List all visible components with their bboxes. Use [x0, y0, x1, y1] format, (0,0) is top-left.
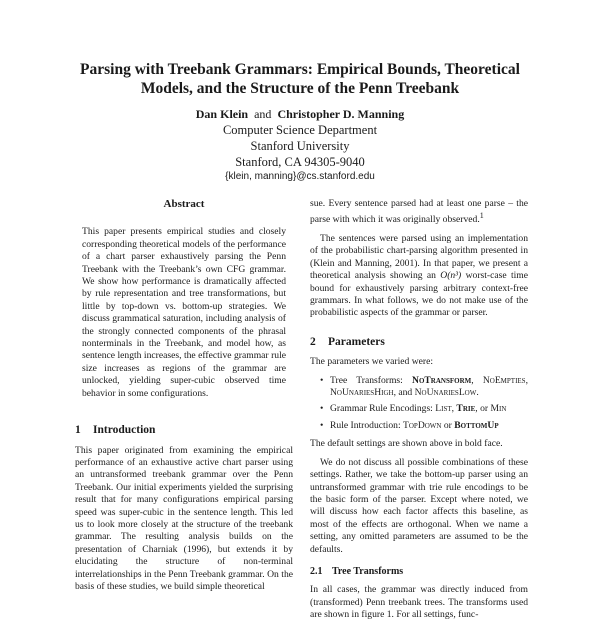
footnote-marker: 1	[479, 211, 484, 221]
author-1: Dan Klein	[195, 107, 249, 121]
param-label: Tree Transforms:	[330, 374, 413, 386]
param-sep: , or	[475, 403, 491, 415]
param-label: Grammar Rule Encodings:	[330, 403, 436, 415]
param-item-rule-introduction	[320, 420, 528, 432]
param-item-tree-transforms	[320, 375, 528, 400]
right-paragraph-2	[310, 233, 528, 320]
abstract-text: This paper presents empirical studies and closely corresponding theoretical models of the performance of a chart parser exhaustively parsing the Penn Treebank with the Treebank’s own CFG grammar. We show how performance is dramatically affected by rule representation and tree transformations, but little by top-down vs. bottom-up strategies. We discuss grammatical saturation, including analysis of the strongly connected components of the phrasal nonterminals in the Treebank, and model how, as sentence length increases, the effective grammar rule size increases as regions of the grammar are unlocked, yielding super-cubic observed time behavior in some configurations.	[82, 226, 286, 399]
params-intro: The parameters we varied were:	[310, 356, 434, 368]
param-option-topdown: TopDown	[403, 419, 442, 431]
param-option-bottomup: BottomUp	[454, 419, 499, 431]
author-names	[100, 106, 500, 122]
default-settings-note: The default settings are shown above in bold face.	[310, 438, 503, 450]
param-sep: or	[441, 419, 455, 431]
left-column	[75, 198, 293, 599]
title-line-1: Parsing with Treebank Grammars: Empirical Bounds, Theoretical	[80, 61, 520, 78]
title-line-2: Models, and the Structure of the Penn Treebank	[140, 80, 460, 97]
paper-title	[60, 60, 540, 98]
param-option-noempties: NoEmpties	[482, 374, 526, 386]
right-paragraph-1	[310, 198, 528, 227]
param-sep: , and	[393, 387, 415, 399]
section-2-number: 2	[310, 335, 316, 348]
param-option-min: Min	[490, 403, 507, 415]
param-option-list: List	[435, 403, 452, 415]
author-email: {klein, manning}@cs.stanford.edu	[225, 171, 375, 182]
author-and: and	[254, 107, 272, 121]
section-1-heading	[75, 424, 293, 436]
affiliation-2: Stanford University	[250, 139, 350, 153]
bullet-icon: •	[320, 374, 324, 386]
right-paragraph-1-text: sue. Every sentence parsed had at least one parse – the parse with which it was originally observed.	[310, 198, 528, 226]
param-sep: ,	[525, 374, 528, 386]
param-option-nounarieshigh: NoUnariesHigh	[330, 387, 394, 399]
right-paragraph-2-b: worst-case time bound for exhaustively parsing arbitrary context-free grammars. In what follows, we do not make use of the probabilistic aspects of the grammar or parser.	[310, 270, 528, 319]
param-item-rule-encodings	[320, 403, 528, 415]
param-sep: ,	[471, 374, 483, 386]
section-1-title: Introduction	[93, 424, 156, 437]
params-list	[310, 375, 528, 433]
complexity-math: O(n³)	[440, 270, 462, 282]
section-2-heading	[310, 336, 528, 348]
right-paragraph-4: In all cases, the grammar was directly induced from (transformed) Penn treebank trees. The transforms used are shown in figure 1. For all settings, func-	[310, 584, 528, 621]
section-1-number: 1	[75, 424, 81, 437]
affiliation-1: Computer Science Department	[222, 123, 378, 137]
section-2-1-title: Tree Transforms	[332, 565, 404, 577]
param-option-trie: Trie	[456, 403, 476, 415]
param-sep: ,	[451, 403, 457, 415]
right-paragraph-3: We do not discuss all possible combinations of these settings. Rather, we take the bottom-up parser using an untransformed grammar with trie rule encodings to be the basic form of the parser. Except where noted, we will discuss how each factor affects this baseline, as most of the effects are orthogonal. When we name a setting, any omitted parameters are assumed to be the defaults.	[310, 456, 528, 555]
bullet-icon: •	[320, 419, 324, 431]
intro-paragraph: This paper originated from examining the empirical performance of an exhaustive active chart parser using an untransformed treebank grammar over the Penn Treebank. Our initial experiments yielded the surprising result that for many configurations empirical parsing speed was super-cubic in the sentence length. This led us to look more closely at the structure of the treebank grammar. The resulting analysis builds on the presentation of Charniak (1996), but extends it by elucidating the structure of non-terminal interrelationships in the Penn Treebank grammar. On the basis of these studies, we build simple theoretical	[75, 444, 293, 592]
affiliation-3: Stanford, CA 94305-9040	[235, 155, 365, 169]
author-block	[100, 106, 500, 184]
bullet-icon: •	[320, 403, 324, 415]
right-paragraph-2-a: The sentences were parsed using an implementation of the probabilistic chart-parsing algorithm presented in (Klein and Manning, 2001). In that paper, we present a theoretical analysis showing an	[310, 233, 528, 282]
section-2-1-number: 2.1	[310, 565, 323, 577]
param-label: Rule Introduction:	[330, 419, 404, 431]
section-2-1-heading	[310, 566, 528, 578]
right-column	[310, 198, 528, 628]
abstract-heading: Abstract	[163, 198, 205, 210]
author-2: Christopher D. Manning	[277, 107, 405, 121]
param-end: .	[476, 387, 479, 399]
section-2-title: Parameters	[328, 335, 385, 348]
param-option-nounarieslow: NoUnariesLow	[414, 387, 477, 399]
param-option-notransform: NoTransform	[412, 374, 472, 386]
